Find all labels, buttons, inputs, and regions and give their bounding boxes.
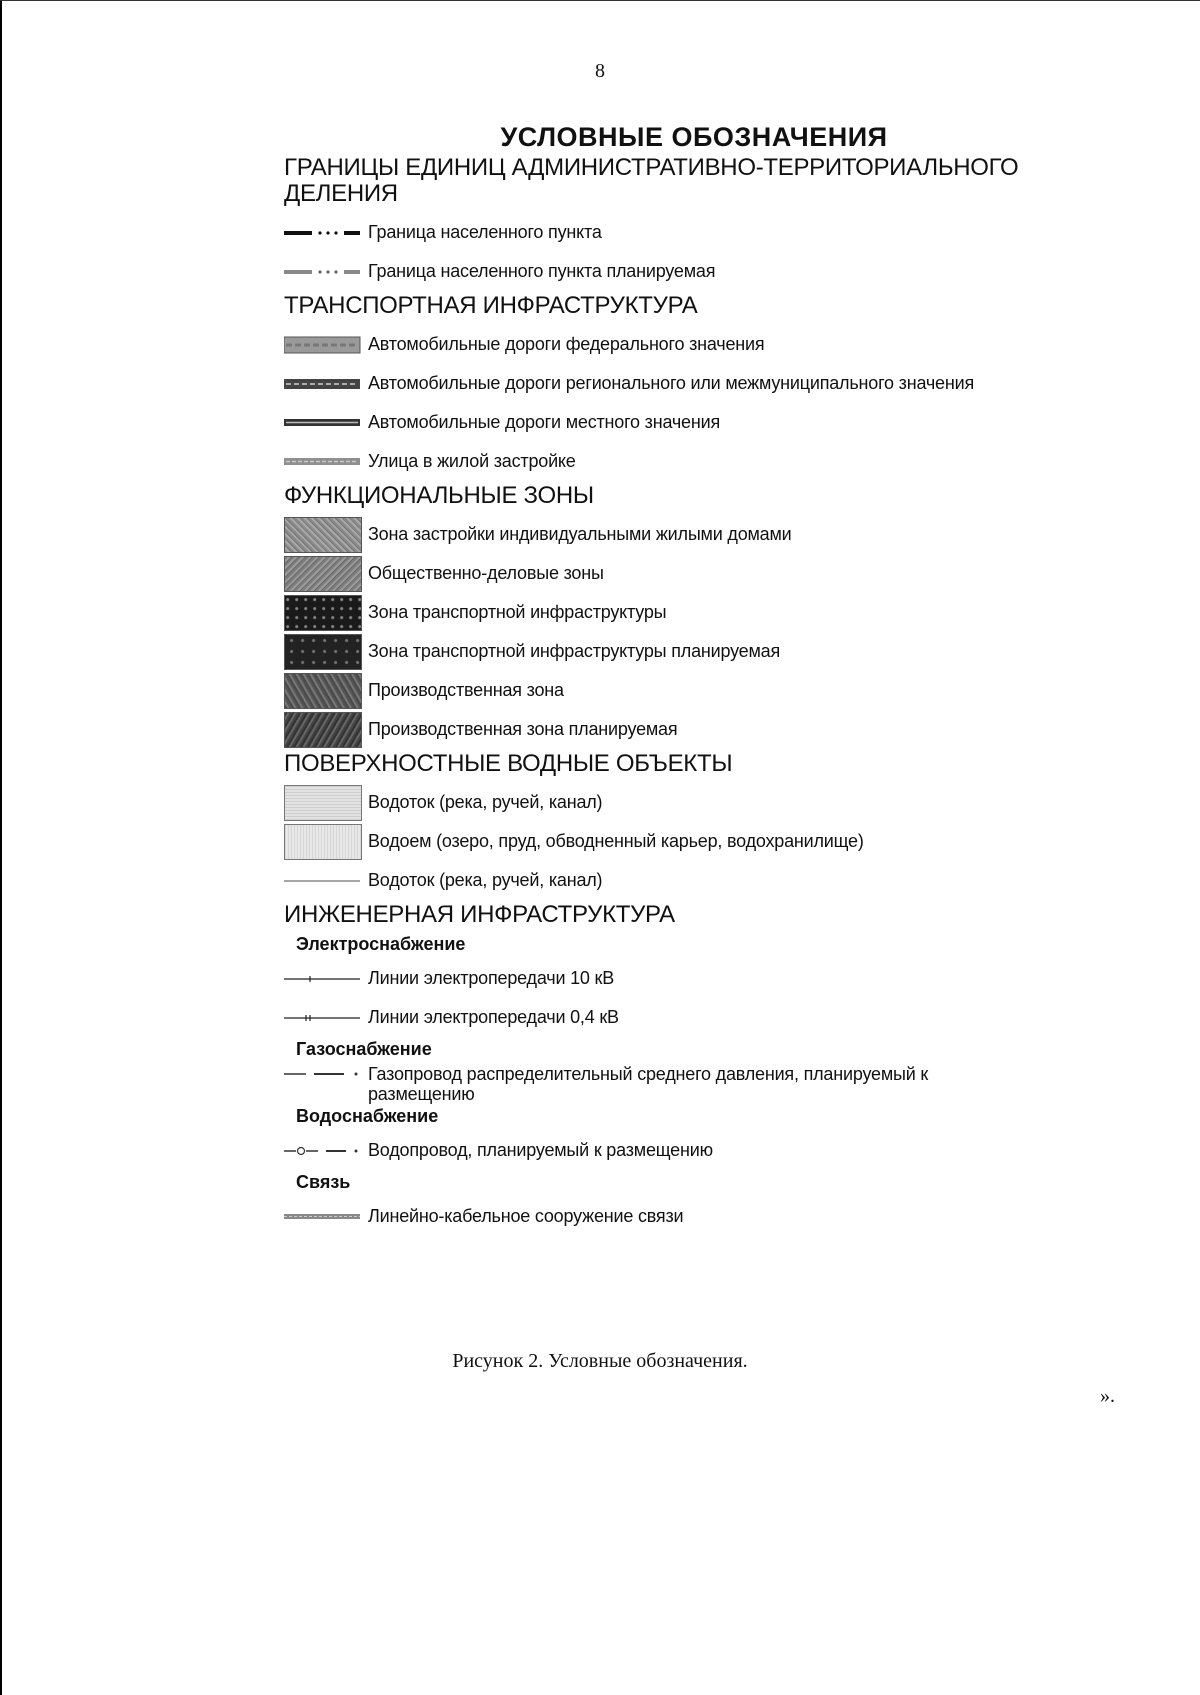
watercourse-area-swatch — [284, 785, 362, 821]
power-line-04kv-icon — [284, 1000, 362, 1036]
legend-item-label: Водопровод, планируемый к размещению — [368, 1140, 713, 1160]
legend-item-label: Автомобильные дороги регионального или межмуниципального значения — [368, 373, 975, 393]
sub-heading-communication: Связь — [296, 1172, 351, 1192]
legend-item — [284, 861, 1084, 900]
industrial-zone-planned-swatch — [284, 712, 362, 748]
power-line-10kv-icon — [284, 961, 362, 997]
section-heading-functional-zones: ФУНКЦИОНАЛЬНЫЕ ЗОНЫ — [284, 482, 594, 509]
legend-item — [284, 364, 1084, 403]
regional-road-icon — [284, 366, 362, 402]
legend-item-label: Зона застройки индивидуальными жилыми домами — [368, 524, 792, 544]
legend-item-label: Линии электропередачи 0,4 кВ — [368, 1007, 619, 1027]
business-zone-swatch — [284, 556, 362, 592]
settlement-border-planned-icon — [284, 254, 362, 290]
legend-item — [284, 554, 1084, 593]
transport-zone-planned-swatch — [284, 634, 362, 670]
legend-item-label: Линейно-кабельное сооружение связи — [368, 1206, 684, 1226]
legend-item — [284, 783, 1084, 822]
legend-item — [284, 213, 1084, 252]
legend-item — [284, 252, 1084, 291]
page-number: 8 — [595, 60, 605, 82]
legend-item — [284, 822, 1084, 861]
gas-pipeline-icon — [284, 1064, 362, 1084]
federal-road-icon — [284, 327, 362, 363]
section-heading-admin-borders: ГРАНИЦЫ ЕДИНИЦ АДМИНИСТРАТИВНО-ТЕРРИТОРИАЛЬНОГО ДЕЛЕНИЯ — [284, 154, 1019, 207]
legend-item — [284, 1197, 1084, 1236]
scan-edge-top — [0, 0, 1200, 1]
transport-zone-swatch — [284, 595, 362, 631]
closing-quote: ». — [1100, 1385, 1115, 1407]
section-heading-surface-water: ПОВЕРХНОСТНЫЕ ВОДНЫЕ ОБЪЕКТЫ — [284, 750, 733, 777]
legend — [284, 122, 1084, 1236]
legend-item — [284, 442, 1084, 481]
legend-item-label: Производственная зона планируемая — [368, 719, 678, 739]
sub-heading-power: Электроснабжение — [296, 934, 466, 954]
legend-item-label: Автомобильные дороги федерального значения — [368, 334, 765, 354]
legend-item-label: Зона транспортной инфраструктуры — [368, 602, 667, 622]
scan-edge — [0, 0, 2, 1695]
section-heading-transport: ТРАНСПОРТНАЯ ИНФРАСТРУКТУРА — [284, 292, 698, 319]
legend-item — [284, 1131, 1084, 1170]
water-body-swatch — [284, 824, 362, 860]
sub-heading-water-supply: Водоснабжение — [296, 1106, 439, 1126]
legend-item-label: Зона транспортной инфраструктуры планируемая — [368, 641, 781, 661]
legend-item — [284, 325, 1084, 364]
legend-item-label: Водоток (река, ручей, канал) — [368, 870, 603, 890]
legend-item — [284, 632, 1084, 671]
settlement-border-icon — [284, 215, 362, 251]
figure-caption: Рисунок 2. Условные обозначения. — [452, 1350, 748, 1372]
sub-heading-gas: Газоснабжение — [296, 1039, 432, 1059]
communication-cable-icon — [284, 1199, 362, 1235]
legend-item-label: Граница населенного пункта — [368, 222, 602, 242]
section-heading-engineering: ИНЖЕНЕРНАЯ ИНФРАСТРУКТУРА — [284, 901, 675, 928]
legend-item-label: Общественно-деловые зоны — [368, 563, 604, 583]
industrial-zone-swatch — [284, 673, 362, 709]
legend-item — [284, 671, 1084, 710]
legend-item-label: Граница населенного пункта планируемая — [368, 261, 716, 281]
watercourse-line-icon — [284, 863, 362, 899]
legend-item-label: Линии электропередачи 10 кВ — [368, 968, 615, 988]
legend-title: УСЛОВНЫЕ ОБОЗНАЧЕНИЯ — [500, 122, 888, 152]
legend-item-label: Производственная зона — [368, 680, 564, 700]
legend-item-label: Улица в жилой застройке — [368, 451, 576, 471]
residential-zone-swatch — [284, 517, 362, 553]
legend-item — [284, 710, 1084, 749]
legend-item — [284, 1064, 1084, 1104]
local-road-icon — [284, 405, 362, 441]
legend-item-label: Автомобильные дороги местного значения — [368, 412, 721, 432]
legend-item — [284, 593, 1084, 632]
legend-item-label: Газопровод распределительный среднего давления, планируемый к размещению — [368, 1064, 929, 1104]
water-pipeline-icon — [284, 1133, 362, 1169]
legend-item-label: Водоток (река, ручей, канал) — [368, 792, 603, 812]
legend-item — [284, 403, 1084, 442]
legend-item — [284, 998, 1084, 1037]
legend-item-label: Водоем (озеро, пруд, обводненный карьер, водохранилище) — [368, 831, 864, 851]
residential-street-icon — [284, 444, 362, 480]
legend-item — [284, 515, 1084, 554]
legend-item — [284, 959, 1084, 998]
